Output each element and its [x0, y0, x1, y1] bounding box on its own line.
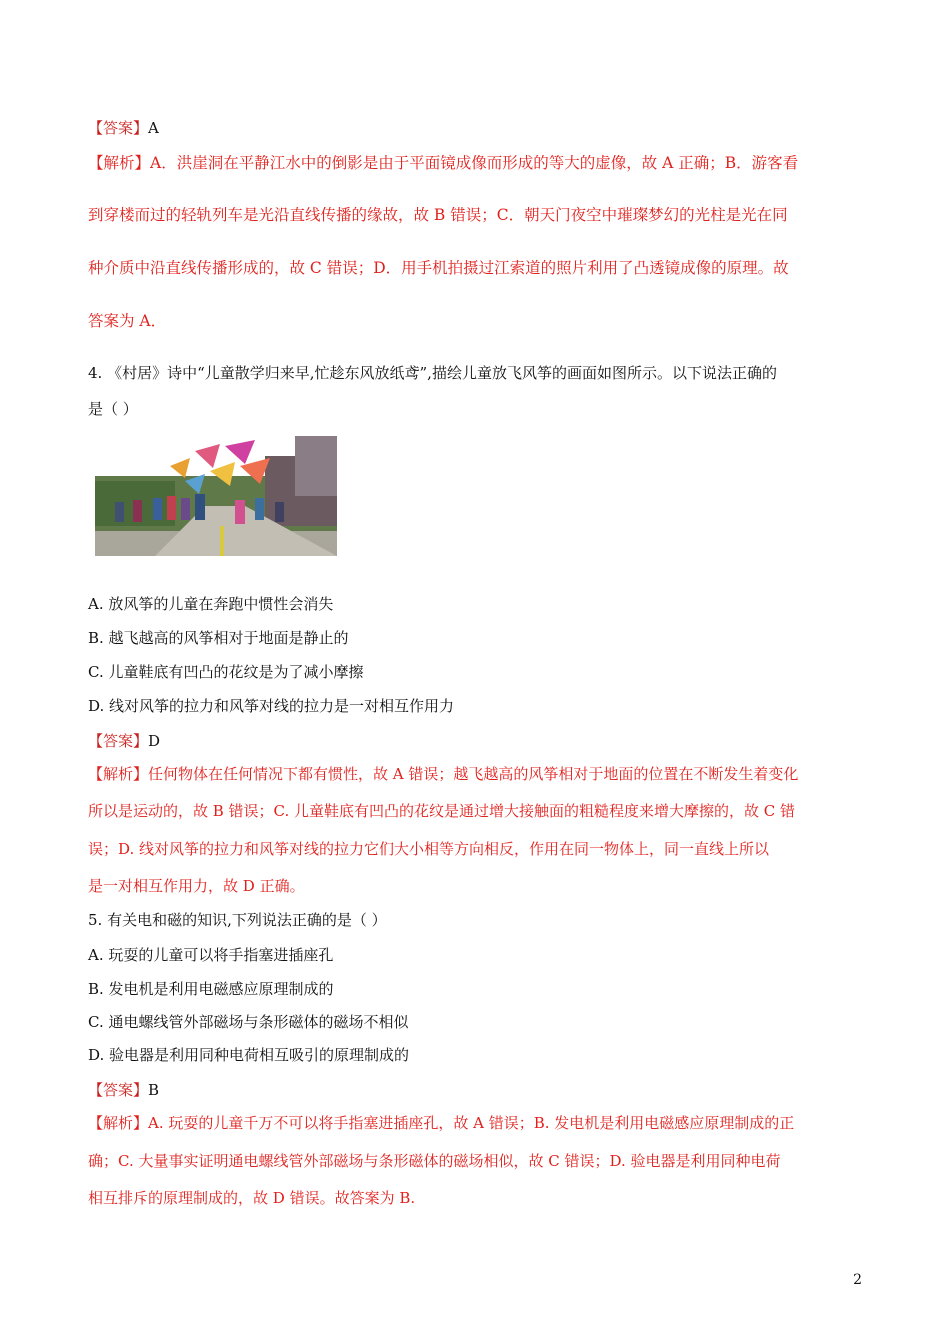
q3-answer: [88, 117, 159, 138]
q4-option-c: C. 儿童鞋底有凹凸的花纹是为了减小摩擦: [88, 663, 364, 681]
q5-option-b: B. 发电机是利用电磁感应原理制成的: [88, 980, 334, 998]
q4-stem-line-2: 是（ ）: [88, 400, 138, 418]
q3-analysis-line-1: 【解析】A．洪崖洞在平静江水中的倒影是由于平面镜成像而形成的等大的虚像，故 A 正确；B．游客看: [88, 154, 799, 172]
q4-option-d: D. 线对风筝的拉力和风筝对线的拉力是一对相互作用力: [88, 697, 455, 715]
answer-value: A: [148, 119, 159, 137]
q5-option-c: C. 通电螺线管外部磁场与条形磁体的磁场不相似: [88, 1013, 409, 1031]
q4-option-a: A. 放风筝的儿童在奔跑中惯性会消失: [88, 595, 334, 613]
q5-option-d: D. 验电器是利用同种电荷相互吸引的原理制成的: [88, 1046, 410, 1064]
answer-tag: 【答案】: [88, 1081, 149, 1099]
q5-option-a: A. 玩耍的儿童可以将手指塞进插座孔: [88, 946, 334, 964]
q4-analysis-line-1: 【解析】任何物体在任何情况下都有惯性，故 A 错误；越飞越高的风筝相对于地面的位置在不断发生着变化: [88, 765, 799, 783]
q5-analysis-line-2: 确；C. 大量事实证明通电螺线管外部磁场与条形磁体的磁场相似，故 C 错误；D. 验电器是利用同种电荷: [88, 1152, 781, 1170]
kite-flying-photo: [95, 436, 337, 556]
q5-analysis-line-1: 【解析】A. 玩耍的儿童千万不可以将手指塞进插座孔，故 A 错误；B. 发电机是利用电磁感应原理制成的正: [88, 1114, 795, 1132]
q5-analysis-line-3: 相互排斥的原理制成的，故 D 错误。故答案为 B.: [88, 1189, 416, 1207]
q3-analysis-line-3: 种介质中沿直线传播形成的，故 C 错误；D．用手机拍摄过江索道的照片利用了凸透镜成像的原理。故: [88, 259, 789, 277]
q4-option-b: B. 越飞越高的风筝相对于地面是静止的: [88, 629, 349, 647]
q3-analysis-line-2: 到穿楼而过的轻轨列车是光沿直线传播的缘故，故 B 错误；C．朝天门夜空中璀璨梦幻的光柱是光在同: [88, 206, 788, 224]
q4-stem-line-1: 4. 《村居》诗中“儿童散学归来早,忙趁东风放纸鸢”,描绘儿童放飞风筝的画面如图所示。以下说法正确的: [88, 364, 777, 382]
q4-analysis-line-3: 误；D. 线对风筝的拉力和风筝对线的拉力它们大小相等方向相反，作用在同一物体上，同一直线上所以: [88, 840, 770, 858]
page-number: 2: [853, 1272, 862, 1288]
q3-analysis-line-4: 答案为 A．: [88, 312, 167, 330]
answer-value: B: [148, 1081, 160, 1099]
q4-analysis-line-2: 所以是运动的，故 B 错误；C. 儿童鞋底有凹凸的花纹是通过增大接触面的粗糙程度来增大摩擦的，故 C 错: [88, 802, 796, 820]
q4-analysis-line-4: 是一对相互作用力，故 D 正确。: [88, 877, 305, 895]
answer-tag: 【答案】: [88, 732, 149, 750]
q5-answer: [88, 1079, 159, 1100]
answer-tag: 【答案】: [88, 119, 149, 137]
q4-answer: [88, 730, 160, 751]
answer-value: D: [148, 732, 161, 750]
q5-stem-line-1: 5. 有关电和磁的知识,下列说法正确的是（ ）: [88, 911, 387, 929]
